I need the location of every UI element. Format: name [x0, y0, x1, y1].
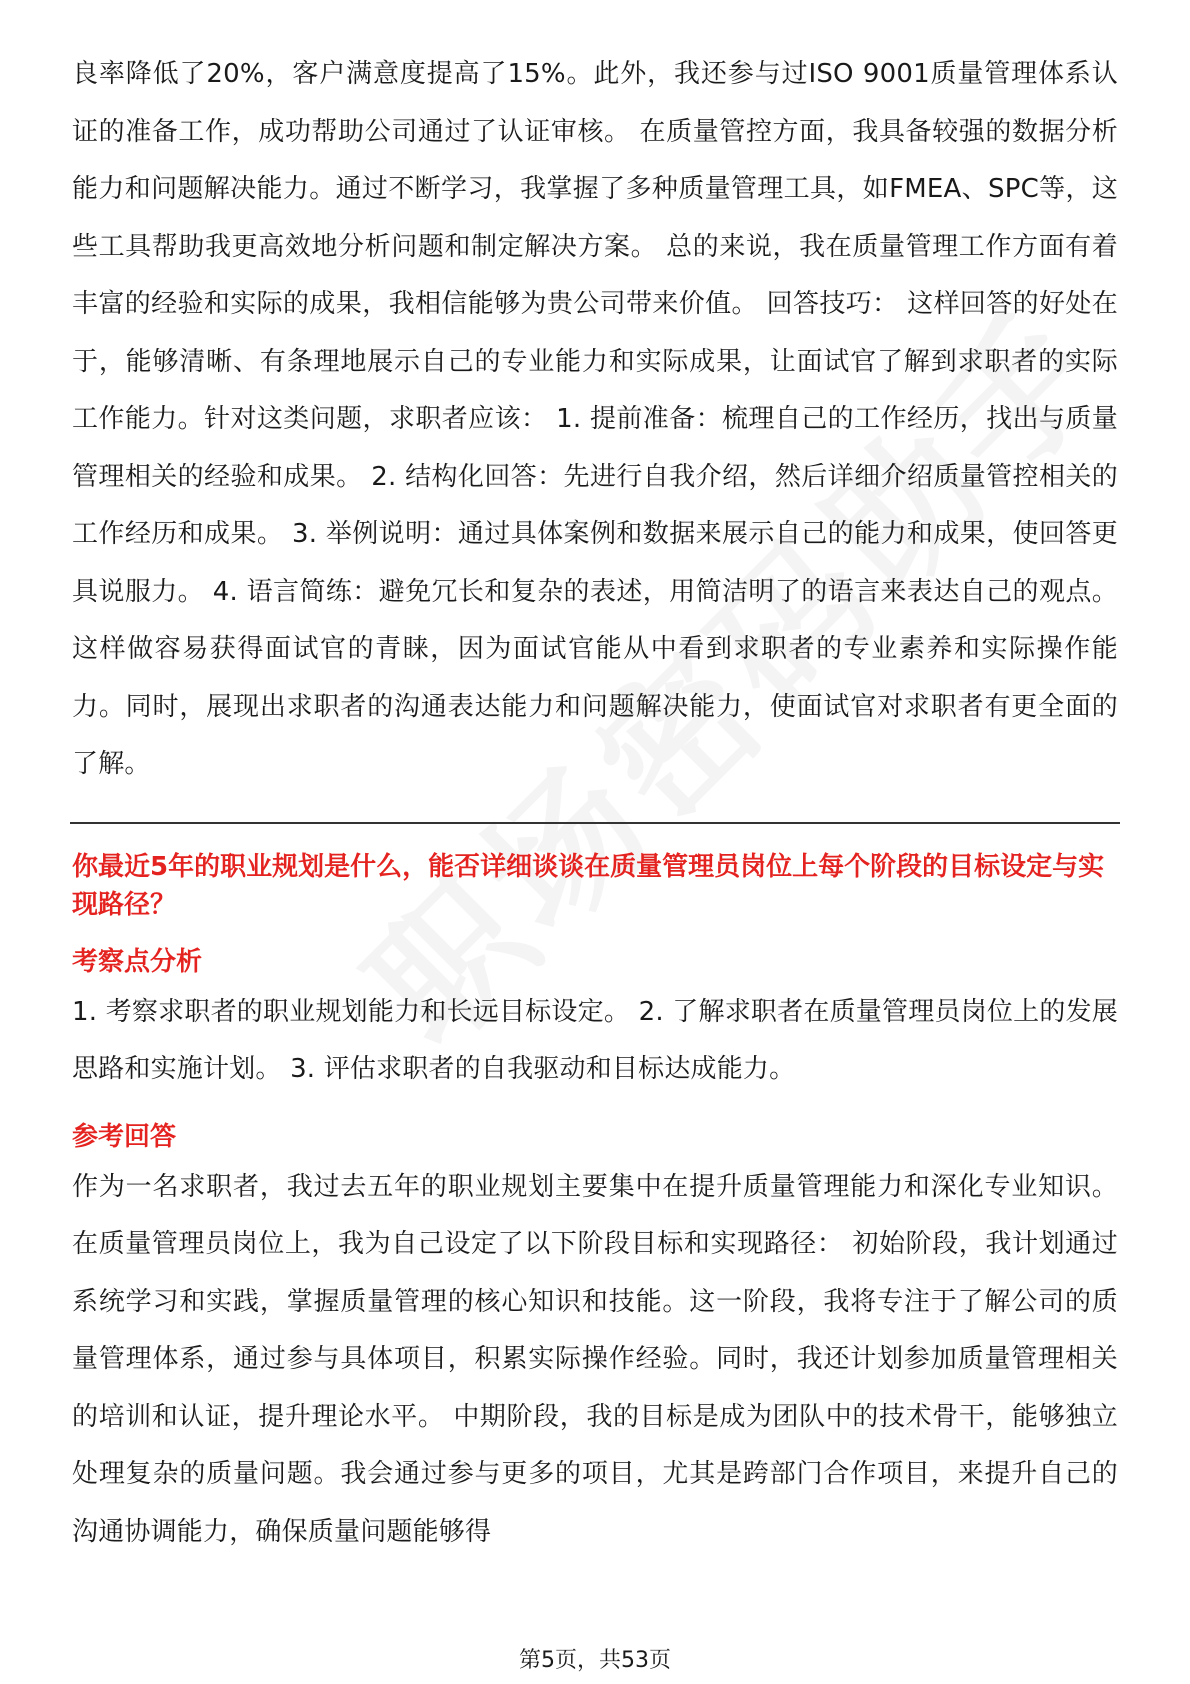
page-content — [72, 46, 1118, 1561]
section-divider — [70, 822, 1120, 824]
previous-answer-continuation: 良率降低了20%，客户满意度提高了15%。此外，我还参与过ISO 9001质量管理体系认证的准备工作，成功帮助公司通过了认证审核。 在质量管控方面，我具备较强的数据分析能力和问题解决能力。通过不断学习，我掌握了多种质量管理工具，如FMEA、SPC等，这些工具帮助我更高效地分析问题和制定解决方案。 总的来说，我在质量管理工作方面有着丰富的经验和实际的成果，我相信能够为贵公司带来价值。 回答技巧： 这样回答的好处在于，能够清晰、有条理地展示自己的专业能力和实际成果，让面试官了解到求职者的实际工作能力。针对这类问题，求职者应该： 1. 提前准备：梳理自己的工作经历，找出与质量管理相关的经验和成果。 2. 结构化回答：先进行自我介绍，然后详细介绍质量管控相关的工作经历和成果。 3. 举例说明：通过具体案例和数据来展示自己的能力和成果，使回答更具说服力。 4. 语言简练：避免冗长和复杂的表述，用简洁明了的语言来表达自己的观点。 这样做容易获得面试官的青睐，因为面试官能从中看到求职者的专业素养和实际操作能力。同时，展现出求职者的沟通表达能力和问题解决能力，使面试官对求职者有更全面的了解。 — [72, 59, 1118, 779]
question-title: 你最近5年的职业规划是什么，能否详细谈谈在质量管理员岗位上每个阶段的目标设定与实现路径？ — [72, 851, 1105, 920]
analysis-text: 1. 考察求职者的职业规划能力和长远目标设定。 2. 了解求职者在质量管理员岗位上的发展思路和实施计划。 3. 评估求职者的自我驱动和目标达成能力。 — [72, 996, 1118, 1084]
answer-heading: 参考回答 — [72, 1121, 177, 1152]
answer-text: 作为一名求职者，我过去五年的职业规划主要集中在提升质量管理能力和深化专业知识。在质量管理员岗位上，我为自己设定了以下阶段目标和实现路径： 初始阶段，我计划通过系统学习和实践，掌握质量管理的核心知识和技能。这一阶段，我将专注于了解公司的质量管理体系，通过参与具体项目，积累实际操作经验。同时，我还计划参加质量管理相关的培训和认证，提升理论水平。 中期阶段，我的目标是成为团队中的技术骨干，能够独立处理复杂的质量问题。我会通过参与更多的项目，尤其是跨部门合作项目，来提升自己的沟通协调能力，确保质量问题能够得 — [72, 1171, 1118, 1547]
analysis-heading: 考察点分析 — [72, 946, 203, 977]
page-number-footer: 第5页，共53页 — [519, 1648, 671, 1673]
